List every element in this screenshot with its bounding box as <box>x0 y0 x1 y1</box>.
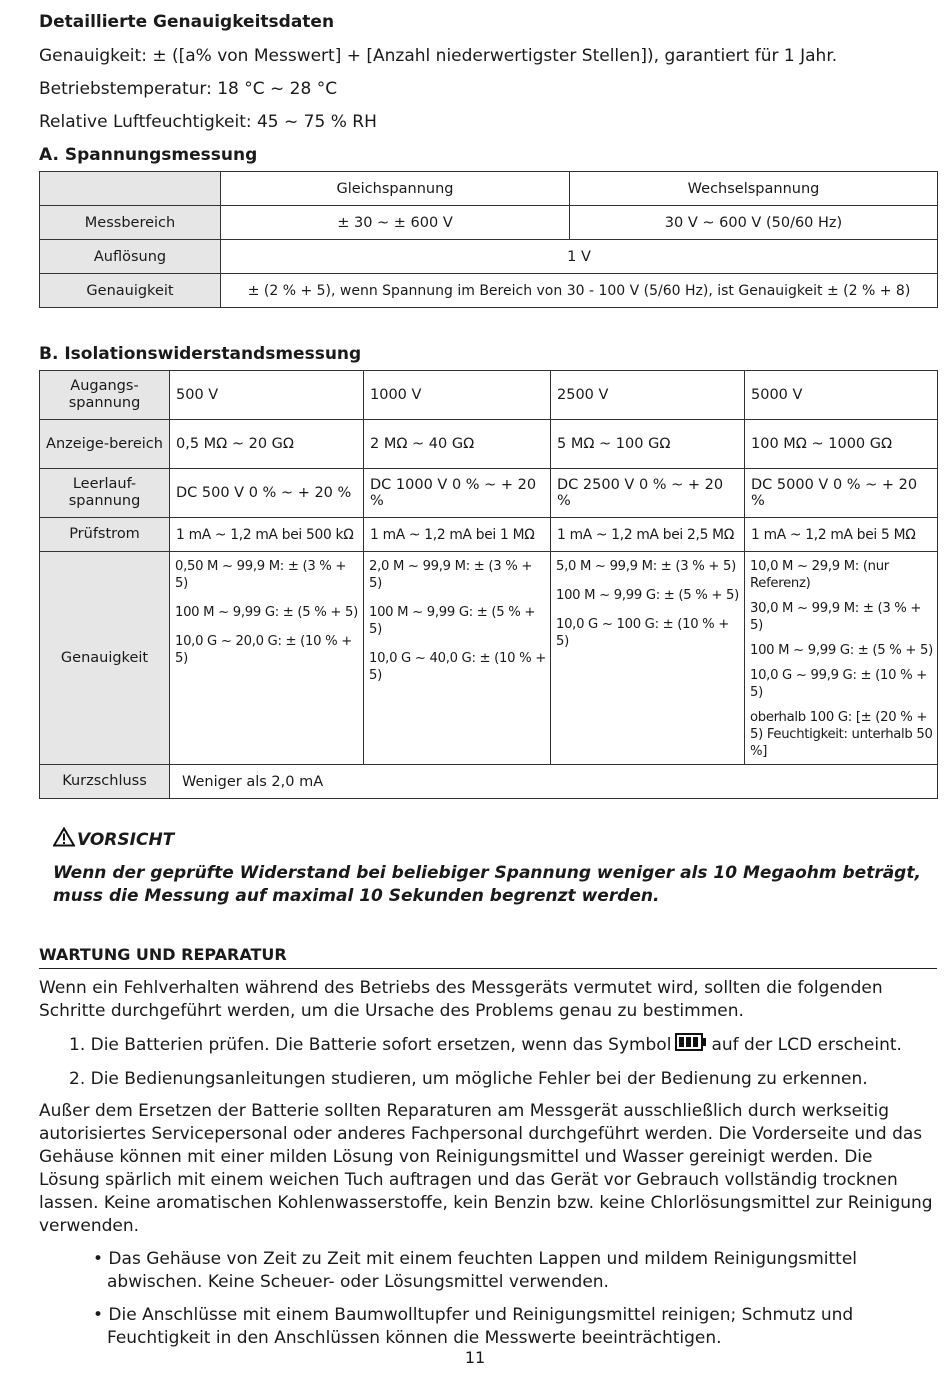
table-cell: 0,5 MΩ ~ 20 GΩ <box>170 420 364 469</box>
accuracy-line: 10,0 M ~ 29,9 M: (nur Referenz) <box>750 559 889 591</box>
step-1 <box>69 1033 937 1058</box>
accuracy-line: 100 M ~ 9,99 G: ± (5 % + 5) <box>556 588 739 603</box>
accuracy-cell <box>364 552 551 765</box>
page-heading: Detaillierte Genauigkeitsdaten <box>39 12 335 32</box>
row-label: Genauigkeit <box>40 274 221 308</box>
table-row <box>40 420 938 469</box>
accuracy-line: oberhalb 100 G: [± (20 % + 5) Feuchtigkeit: unterhalb 50 %] <box>750 710 933 759</box>
step-1-text: 1. Die Batterien prüfen. Die Batterie sofort ersetzen, wenn das Symbol <box>69 1035 672 1055</box>
table-cell: 30 V ~ 600 V (50/60 Hz) <box>570 206 938 240</box>
table-row <box>40 469 938 518</box>
accuracy-line: 30,0 M ~ 99,9 M: ± (3 % + 5) <box>750 601 922 633</box>
row-label: Augangs-spannung <box>40 371 170 420</box>
table-cell: 5000 V <box>745 371 938 420</box>
accuracy-line: 100 M ~ 9,99 G: ± (5 % + 5) <box>175 605 358 620</box>
caution-heading <box>53 827 937 853</box>
section-b-title: B. Isolationswiderstandsmessung <box>39 344 362 364</box>
voltage-table <box>39 171 938 308</box>
accuracy-line: 10,0 G ~ 99,9 G: ± (10 % + 5) <box>750 668 927 700</box>
section-a-title: A. Spannungsmessung <box>39 145 258 165</box>
table-row <box>40 518 938 552</box>
temperature-line: Betriebstemperatur: 18 °C ~ 28 °C <box>39 79 338 99</box>
caution-title: VORSICHT <box>77 830 175 850</box>
accuracy-line: Genauigkeit: ± ([a% von Messwert] + [Anzahl niederwertigster Stellen]), garantiert für 1 Jahr. <box>39 46 838 66</box>
table-cell: ± (2 % + 5), wenn Spannung im Bereich von 30 - 100 V (5/60 Hz), ist Genauigkeit ± (2 % + 8) <box>221 274 938 308</box>
accuracy-line: 100 M ~ 9,99 G: ± (5 % + 5) <box>369 605 536 637</box>
table-cell: 1 mA ~ 1,2 mA bei 500 kΩ <box>170 518 364 552</box>
table-cell: 1000 V <box>364 371 551 420</box>
battery-icon <box>675 1033 707 1058</box>
accuracy-line: 10,0 G ~ 20,0 G: ± (10 % + 5) <box>175 634 352 666</box>
row-label: Prüfstrom <box>40 518 170 552</box>
accuracy-cell <box>170 552 364 765</box>
accuracy-line: 0,50 M ~ 99,9 M: ± (3 % + 5) <box>175 559 347 591</box>
maintenance-heading: WARTUNG UND REPARATUR <box>39 944 937 969</box>
list-item: • Das Gehäuse von Zeit zu Zeit mit einem feuchten Lappen und mildem Reinigungsmittel abwischen. Keine Scheuer- oder Lösungsmittel verwenden. <box>93 1249 858 1292</box>
table-row <box>40 172 938 206</box>
page-content <box>39 10 937 1350</box>
table-cell: DC 2500 V 0 % ~ + 20 % <box>551 469 745 518</box>
row-label: Auflösung <box>40 240 221 274</box>
caution-text: Wenn der geprüfte Widerstand bei beliebiger Spannung weniger als 10 Megaohm beträgt, muss die Messung auf maximal 10 Sekunden begrenzt werden. <box>53 863 921 906</box>
table-cell: 1 mA ~ 1,2 mA bei 5 MΩ <box>745 518 938 552</box>
table-cell: Weniger als 2,0 mA <box>170 765 938 799</box>
table-cell: ± 30 ~ ± 600 V <box>221 206 570 240</box>
humidity-line: Relative Luftfeuchtigkeit: 45 ~ 75 % RH <box>39 112 377 132</box>
table-row <box>40 371 938 420</box>
table-cell: 500 V <box>170 371 364 420</box>
maintenance-body: Außer dem Ersetzen der Batterie sollten Reparaturen am Messgerät ausschließlich durch werkseitig autorisiertes Servicepersonal oder anderes Fachpersonal durchgeführt werden. Die Vorderseite und das Gehäuse können mit einer milden Lösung von Reinigungsmittel und Wasser gereinigt werden. Die Lösung spärlich mit einem weichen Tuch auftragen und das Gerät vor Gebrauch vollständig trocknen lassen. Keine aromatischen Kohlenwasserstoffe, kein Benzin bzw. keine Chlorlösungsmittel zur Reinigung verwenden. <box>39 1101 933 1236</box>
table-row <box>40 240 938 274</box>
table-cell: DC 5000 V 0 % ~ + 20 % <box>745 469 938 518</box>
table-cell: 1 mA ~ 1,2 mA bei 2,5 MΩ <box>551 518 745 552</box>
row-label: Genauigkeit <box>40 552 170 765</box>
table-cell: 1 V <box>221 240 938 274</box>
accuracy-line: 5,0 M ~ 99,9 M: ± (3 % + 5) <box>556 559 736 574</box>
accuracy-line: 10,0 G ~ 40,0 G: ± (10 % + 5) <box>369 651 546 683</box>
warning-icon <box>53 827 75 853</box>
accuracy-cell <box>745 552 938 765</box>
maintenance-intro: Wenn ein Fehlverhalten während des Betriebs des Messgeräts vermutet wird, sollten die folgenden Schritte durchgeführt werden, um die Ursache des Problems genau zu bestimmen. <box>39 978 883 1021</box>
caution-box <box>53 827 937 908</box>
step-2: 2. Die Bedienungsanleitungen studieren, um mögliche Fehler bei der Bedienung zu erkennen. <box>69 1069 868 1089</box>
list-item: • Die Anschlüsse mit einem Baumwolltupfer und Reinigungsmittel reinigen; Schmutz und Feuchtigkeit in den Anschlüssen können die Messwerte beeinträchtigen. <box>93 1305 854 1348</box>
insulation-table <box>39 370 938 799</box>
table-row <box>40 765 938 799</box>
table-cell: DC 500 V 0 % ~ + 20 % <box>170 469 364 518</box>
table-cell: 1 mA ~ 1,2 mA bei 1 MΩ <box>364 518 551 552</box>
table-cell: 100 MΩ ~ 1000 GΩ <box>745 420 938 469</box>
header-ac: Wechselspannung <box>570 172 938 206</box>
header-dc: Gleichspannung <box>221 172 570 206</box>
table-cell: 2 MΩ ~ 40 GΩ <box>364 420 551 469</box>
table-row <box>40 274 938 308</box>
table-cell: 5 MΩ ~ 100 GΩ <box>551 420 745 469</box>
table-row <box>40 206 938 240</box>
accuracy-line: 10,0 G ~ 100 G: ± (10 % + 5) <box>556 617 730 649</box>
step-1-text-end: auf der LCD erscheint. <box>711 1035 902 1055</box>
table-cell: 2500 V <box>551 371 745 420</box>
page-number: 11 <box>464 1348 486 1367</box>
table-cell: DC 1000 V 0 % ~ + 20 % <box>364 469 551 518</box>
accuracy-cell <box>551 552 745 765</box>
accuracy-line: 2,0 M ~ 99,9 M: ± (3 % + 5) <box>369 559 533 591</box>
row-label: Kurzschluss <box>40 765 170 799</box>
row-label: Messbereich <box>40 206 221 240</box>
row-label: Anzeige-bereich <box>40 420 170 469</box>
accuracy-line: 100 M ~ 9,99 G: ± (5 % + 5) <box>750 643 933 658</box>
table-row <box>40 552 938 765</box>
row-label: Leerlauf-spannung <box>40 469 170 518</box>
blank-cell <box>40 172 221 206</box>
